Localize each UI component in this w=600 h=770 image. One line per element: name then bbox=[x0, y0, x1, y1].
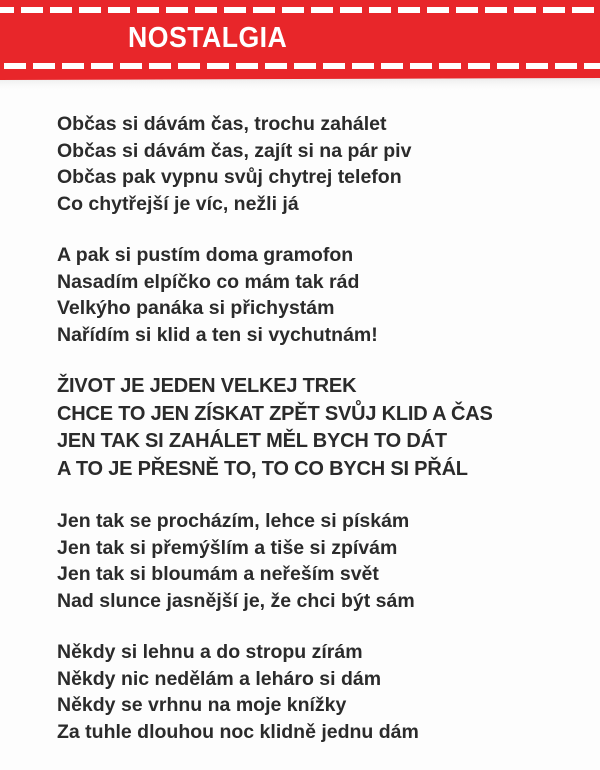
banner-dash bbox=[253, 7, 275, 13]
banner-dash bbox=[21, 7, 43, 13]
title-banner bbox=[0, 0, 600, 92]
banner-dash bbox=[572, 7, 594, 13]
banner-dash bbox=[497, 63, 519, 69]
lyric-line: A TO JE PŘESNĚ TO, TO CO BYCH SI PŘÁL bbox=[57, 457, 468, 480]
banner-dash bbox=[468, 63, 490, 69]
lyric-line: Občas si dávám čas, trochu zahálet bbox=[57, 113, 387, 135]
lyric-line: Co chytřejší je víc, nežli já bbox=[57, 192, 299, 215]
banner-dash bbox=[207, 63, 229, 69]
banner-dash bbox=[352, 63, 374, 69]
banner-dash bbox=[514, 7, 536, 13]
lyric-line: Za tuhle dlouhou noc klidně jednu dám bbox=[57, 720, 419, 743]
banner-dash bbox=[91, 63, 113, 69]
lyric-line: Občas si dávám čas, zajít si na pár piv bbox=[57, 139, 412, 162]
banner-dash bbox=[526, 63, 548, 69]
banner-dash bbox=[543, 7, 565, 13]
banner-dash bbox=[120, 63, 142, 69]
banner-dash bbox=[410, 63, 432, 69]
lyric-line: Někdy si lehnu a do stropu zírám bbox=[57, 641, 363, 663]
banner-dash bbox=[282, 7, 304, 13]
banner-dash bbox=[0, 7, 14, 13]
lyric-line: JEN TAK SI ZAHÁLET MĚL BYCH TO DÁT bbox=[57, 430, 447, 452]
banner-dashes-bottom bbox=[4, 63, 600, 69]
banner-dash bbox=[236, 63, 258, 69]
lyric-line: Někdy se vrhnu na moje knížky bbox=[57, 694, 347, 716]
lyric-line: A pak si pustím doma gramofon bbox=[57, 244, 354, 266]
stanza-1 bbox=[57, 111, 587, 217]
banner-dash bbox=[33, 63, 55, 69]
lyric-line: Nad slunce jasnější je, že chci být sám bbox=[57, 589, 415, 612]
banner-dash bbox=[456, 7, 478, 13]
banner-dash bbox=[108, 7, 130, 13]
lyric-line: Nařídím si klid a ten si vychutnám! bbox=[57, 323, 378, 346]
stanza-5 bbox=[57, 639, 587, 745]
banner-dash bbox=[398, 7, 420, 13]
banner-dashes-top bbox=[0, 7, 594, 13]
banner-dash bbox=[311, 7, 333, 13]
lyric-line: ŽIVOT JE JEDEN VELKEJ TREK bbox=[57, 375, 357, 397]
banner-dash bbox=[79, 7, 101, 13]
lyric-line: Někdy nic nedělám a leháro si dám bbox=[57, 667, 382, 690]
stanza-2 bbox=[57, 242, 587, 348]
banner-dash bbox=[149, 63, 171, 69]
banner-dash bbox=[224, 7, 246, 13]
banner-dash bbox=[265, 63, 287, 69]
banner-dash bbox=[50, 7, 72, 13]
stanza-4 bbox=[57, 508, 587, 614]
lyric-line: Velkýho panáka si přichystám bbox=[57, 297, 335, 319]
banner-dash bbox=[584, 63, 600, 69]
banner-dash bbox=[166, 7, 188, 13]
banner-dash bbox=[439, 63, 461, 69]
banner-dash bbox=[485, 7, 507, 13]
lyric-line: Jen tak se procházím, lehce si pískám bbox=[57, 510, 410, 532]
lyrics-body bbox=[57, 111, 587, 770]
banner-dash bbox=[323, 63, 345, 69]
banner-dash bbox=[4, 63, 26, 69]
banner-dash bbox=[340, 7, 362, 13]
banner-dash bbox=[62, 63, 84, 69]
lyric-line: Nasadím elpíčko co mám tak rád bbox=[57, 270, 360, 293]
stanza-chorus bbox=[57, 373, 587, 483]
banner-dash bbox=[294, 63, 316, 69]
banner-tape bbox=[0, 0, 600, 92]
banner-dash bbox=[178, 63, 200, 69]
banner-dash bbox=[555, 63, 577, 69]
banner-dash bbox=[369, 7, 391, 13]
lyric-line: Občas pak vypnu svůj chytrej telefon bbox=[57, 166, 402, 188]
lyric-line: Jen tak si přemýšlím a tiše si zpívám bbox=[57, 536, 398, 559]
banner-dash bbox=[381, 63, 403, 69]
banner-dash bbox=[137, 7, 159, 13]
banner-dash bbox=[427, 7, 449, 13]
lyric-line: Jen tak si bloumám a neřeším svět bbox=[57, 563, 379, 585]
banner-dash bbox=[195, 7, 217, 13]
lyric-line: CHCE TO JEN ZÍSKAT ZPĚT SVŮJ KLID A ČAS bbox=[57, 402, 493, 425]
page-title: NOSTALGIA bbox=[128, 22, 288, 54]
